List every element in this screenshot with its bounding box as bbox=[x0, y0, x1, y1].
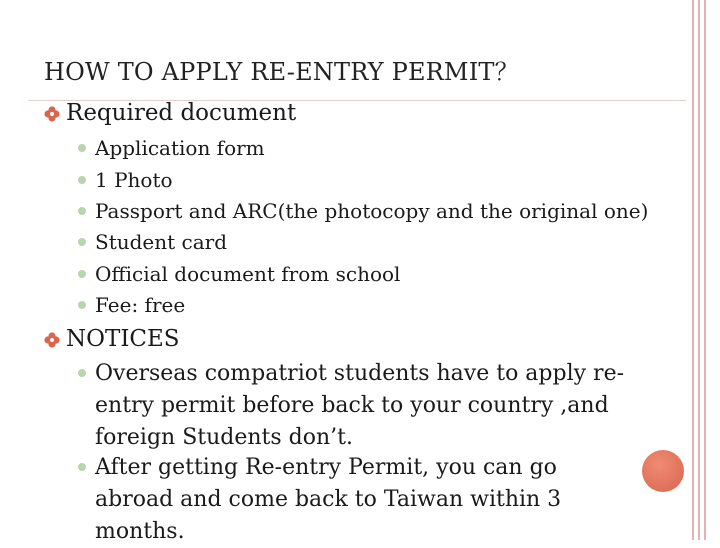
section-heading: Required document bbox=[66, 100, 297, 126]
dot-icon bbox=[78, 207, 86, 215]
slide-title: HOW TO APPLY RE-ENTRY PERMIT？ bbox=[44, 58, 519, 86]
list-item-text: Application form bbox=[95, 136, 265, 160]
orb-decoration bbox=[642, 450, 684, 492]
list-item-text: Passport and ARC(the photocopy and the original one) bbox=[95, 199, 649, 223]
dot-icon bbox=[78, 270, 86, 278]
border-line bbox=[704, 0, 706, 540]
list-item bbox=[78, 452, 638, 548]
slide-border bbox=[684, 0, 720, 540]
dot-icon bbox=[78, 144, 86, 152]
list-item-text: After getting Re-entry Permit, you can go abroad and come back to Taiwan within 3 months. bbox=[95, 455, 562, 544]
dot-icon bbox=[78, 369, 86, 377]
list-item-text: Fee: free bbox=[95, 293, 186, 317]
dot-icon bbox=[78, 301, 86, 309]
dot-icon bbox=[78, 463, 86, 471]
list-item bbox=[78, 358, 638, 454]
list-item-text: Student card bbox=[95, 230, 228, 254]
dot-icon bbox=[78, 176, 86, 184]
list-item-text: 1 Photo bbox=[95, 168, 173, 192]
section-heading: NOTICES bbox=[66, 326, 180, 352]
border-line bbox=[698, 0, 700, 540]
four-petal-flower-icon bbox=[44, 106, 60, 122]
list-item-text: Official document from school bbox=[95, 262, 401, 286]
four-petal-flower-icon bbox=[44, 332, 60, 348]
dot-icon bbox=[78, 238, 86, 246]
list-item-text: Overseas compatriot students have to apply re-entry permit before back to your country ,and foreign Students don’t. bbox=[95, 361, 625, 450]
border-line bbox=[692, 0, 694, 540]
